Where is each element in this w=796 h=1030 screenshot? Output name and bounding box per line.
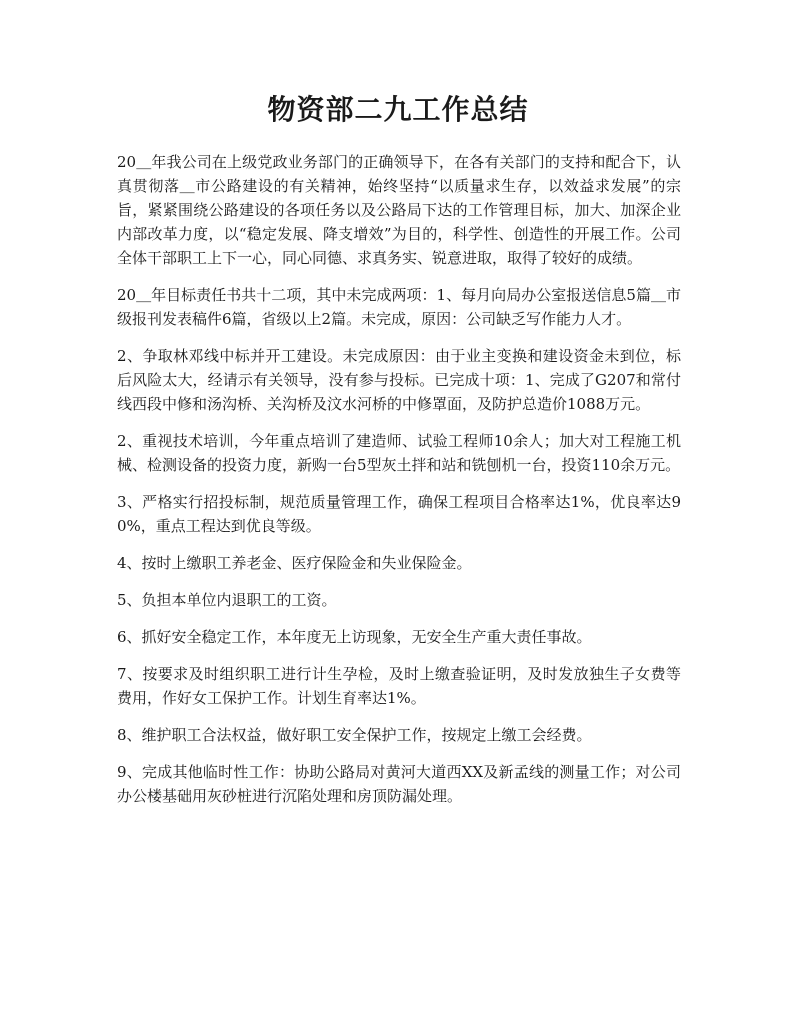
paragraph-item-7: 7、按要求及时组织职工进行计生孕检，及时上缴查验证明，及时发放独生子女费等费用，作好女工保护工作。计划生育率达1%。: [117, 665, 681, 707]
paragraph-item-5: 5、负担本单位内退职工的工资。: [117, 591, 337, 609]
paragraph-intro: 20＿年我公司在上级党政业务部门的正确领导下，在各有关部门的支持和配合下，认真贯彻落＿市公路建设的有关精神，始终坚持“以质量求生存，以效益求发展”的宗旨，紧紧围绕公路建设的各项任务以及公路局下达的工作管理目标，加大、加深企业内部改革力度，以“稳定发展、降支增效”为目的，科学性、创造性的开展工作。公司全体干部职工上下一心，同心同德、求真务实、锐意进取，取得了较好的成绩。: [117, 153, 681, 267]
paragraph-item-2-training: 2、重视技术培训，今年重点培训了建造师、试验工程师10余人；加大对工程施工机械、检测设备的投资力度，新购一台5型灰土拌和站和铣刨机一台，投资110余万元。: [117, 432, 681, 474]
paragraph-item-8: 8、维护职工合法权益，做好职工安全保护工作，按规定上缴工会经费。: [117, 726, 592, 744]
paragraph-item-9: 9、完成其他临时性工作：协助公路局对黄河大道西XX及新孟线的测量工作；对公司办公楼基础用灰砂桩进行沉陷处理和房顶防漏处理。: [117, 763, 681, 805]
paragraph-item-2-bidding: 2、争取林邓线中标并开工建设。未完成原因：由于业主变换和建设资金未到位，标后风险太大，经请示有关领导，没有参与投标。已完成十项：1、完成了G207和常付线西段中修和汤沟桥、关沟桥及汶水河桥的中修罩面，及防护总造价1088万元。: [117, 347, 681, 413]
paragraph-item-3: 3、严格实行招投标制，规范质量管理工作，确保工程项目合格率达1%，优良率达90%，重点工程达到优良等级。: [117, 493, 681, 535]
paragraph-item-6: 6、抓好安全稳定工作，本年度无上访现象，无安全生产重大责任事故。: [117, 628, 592, 646]
paragraph-targets: 20＿年目标责任书共十二项，其中未完成两项：1、每月向局办公室报送信息5篇＿市级报刊发表稿件6篇，省级以上2篇。未完成，原因：公司缺乏写作能力人才。: [117, 286, 681, 328]
paragraph-item-4: 4、按时上缴职工养老金、医疗保险金和失业保险金。: [117, 554, 472, 572]
page-title: 物资部二九工作总结: [267, 93, 529, 126]
document-body: [117, 150, 681, 821]
